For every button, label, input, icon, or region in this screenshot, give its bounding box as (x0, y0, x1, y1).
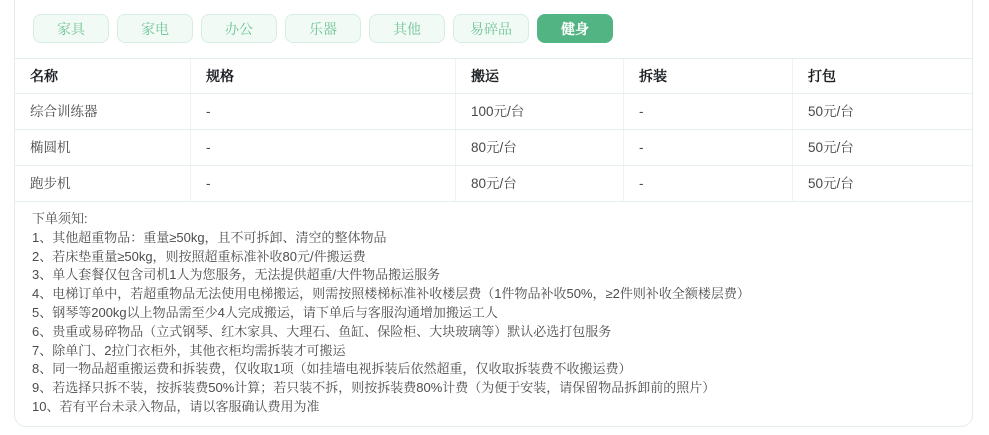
table-header-row (15, 58, 972, 94)
note-item: 4、电梯订单中，若超重物品无法使用电梯搬运，则需按照楼梯标准补收楼层费（1件物品补收50%，≥2件则补收全额楼层费） (32, 286, 750, 302)
item-name: 椭圆机 (15, 130, 191, 165)
note-item: 7、除单门、2拉门衣柜外，其他衣柜均需拆装才可搬运 (32, 342, 346, 358)
tab-fitness[interactable]: 健身 (537, 14, 613, 43)
note-item: 3、单人套餐仅包含司机1人为您服务，无法提供超重/大件物品搬运服务 (32, 267, 441, 283)
item-carry-price: 80元/台 (456, 166, 624, 201)
item-spec: - (191, 94, 456, 129)
note-item: 6、贵重或易碎物品（立式钢琴、红木家具、大理石、鱼缸、保险柜、大块玻璃等）默认必选打包服务 (32, 323, 612, 339)
note-item: 8、同一物品超重搬运费和拆装费，仅收取1项（如挂墙电视拆装后依然超重，仅收取拆装费不收搬运费） (32, 361, 632, 377)
item-packing-price: 50元/台 (808, 103, 854, 119)
item-spec: - (191, 166, 456, 201)
column-header-packing: 打包 (808, 68, 836, 84)
note-item: 5、钢琴等200kg以上物品需至少4人完成搬运，请下单后与客服沟通增加搬运工人 (32, 304, 498, 320)
tab-instrument[interactable]: 乐器 (285, 14, 361, 43)
item-assembly-price: - (624, 94, 793, 129)
tab-appliance[interactable]: 家电 (117, 14, 193, 43)
note-item: 1、其他超重物品：重量≥50kg，且不可拆卸、清空的整体物品 (32, 229, 387, 245)
column-header-spec: 规格 (191, 59, 456, 93)
table-row (15, 166, 972, 202)
item-assembly-price: - (624, 130, 793, 165)
item-name: 跑步机 (15, 166, 191, 201)
item-spec: - (191, 130, 456, 165)
tab-fragile[interactable]: 易碎品 (453, 14, 529, 43)
table-row (15, 130, 972, 166)
column-header-carry: 搬运 (456, 59, 624, 93)
tab-other[interactable]: 其他 (369, 14, 445, 43)
tab-furniture[interactable]: 家具 (33, 14, 109, 43)
item-name: 综合训练器 (15, 94, 191, 129)
column-header-assembly: 拆装 (624, 59, 793, 93)
item-packing-price: 50元/台 (808, 175, 854, 191)
note-item: 2、若床垫重量≥50kg，则按照超重标准补收80元/件搬运费 (32, 248, 366, 264)
pricing-card (14, 0, 973, 427)
notes-title: 下单须知: (32, 211, 88, 226)
item-packing-price: 50元/台 (808, 139, 854, 155)
table-row (15, 94, 972, 130)
category-tabs (15, 0, 972, 43)
column-header-name: 名称 (15, 59, 191, 93)
item-carry-price: 80元/台 (456, 130, 624, 165)
note-item: 9、若选择只拆不装，按拆装费50%计算；若只装不拆，则按拆装费80%计费（为便于安装，请保留物品拆卸前的照片） (32, 380, 716, 396)
order-notes (15, 202, 972, 426)
item-assembly-price: - (624, 166, 793, 201)
item-carry-price: 100元/台 (456, 94, 624, 129)
pricing-table (15, 58, 972, 202)
note-item: 10、若有平台未录入物品，请以客服确认费用为准 (32, 398, 320, 414)
tab-office[interactable]: 办公 (201, 14, 277, 43)
